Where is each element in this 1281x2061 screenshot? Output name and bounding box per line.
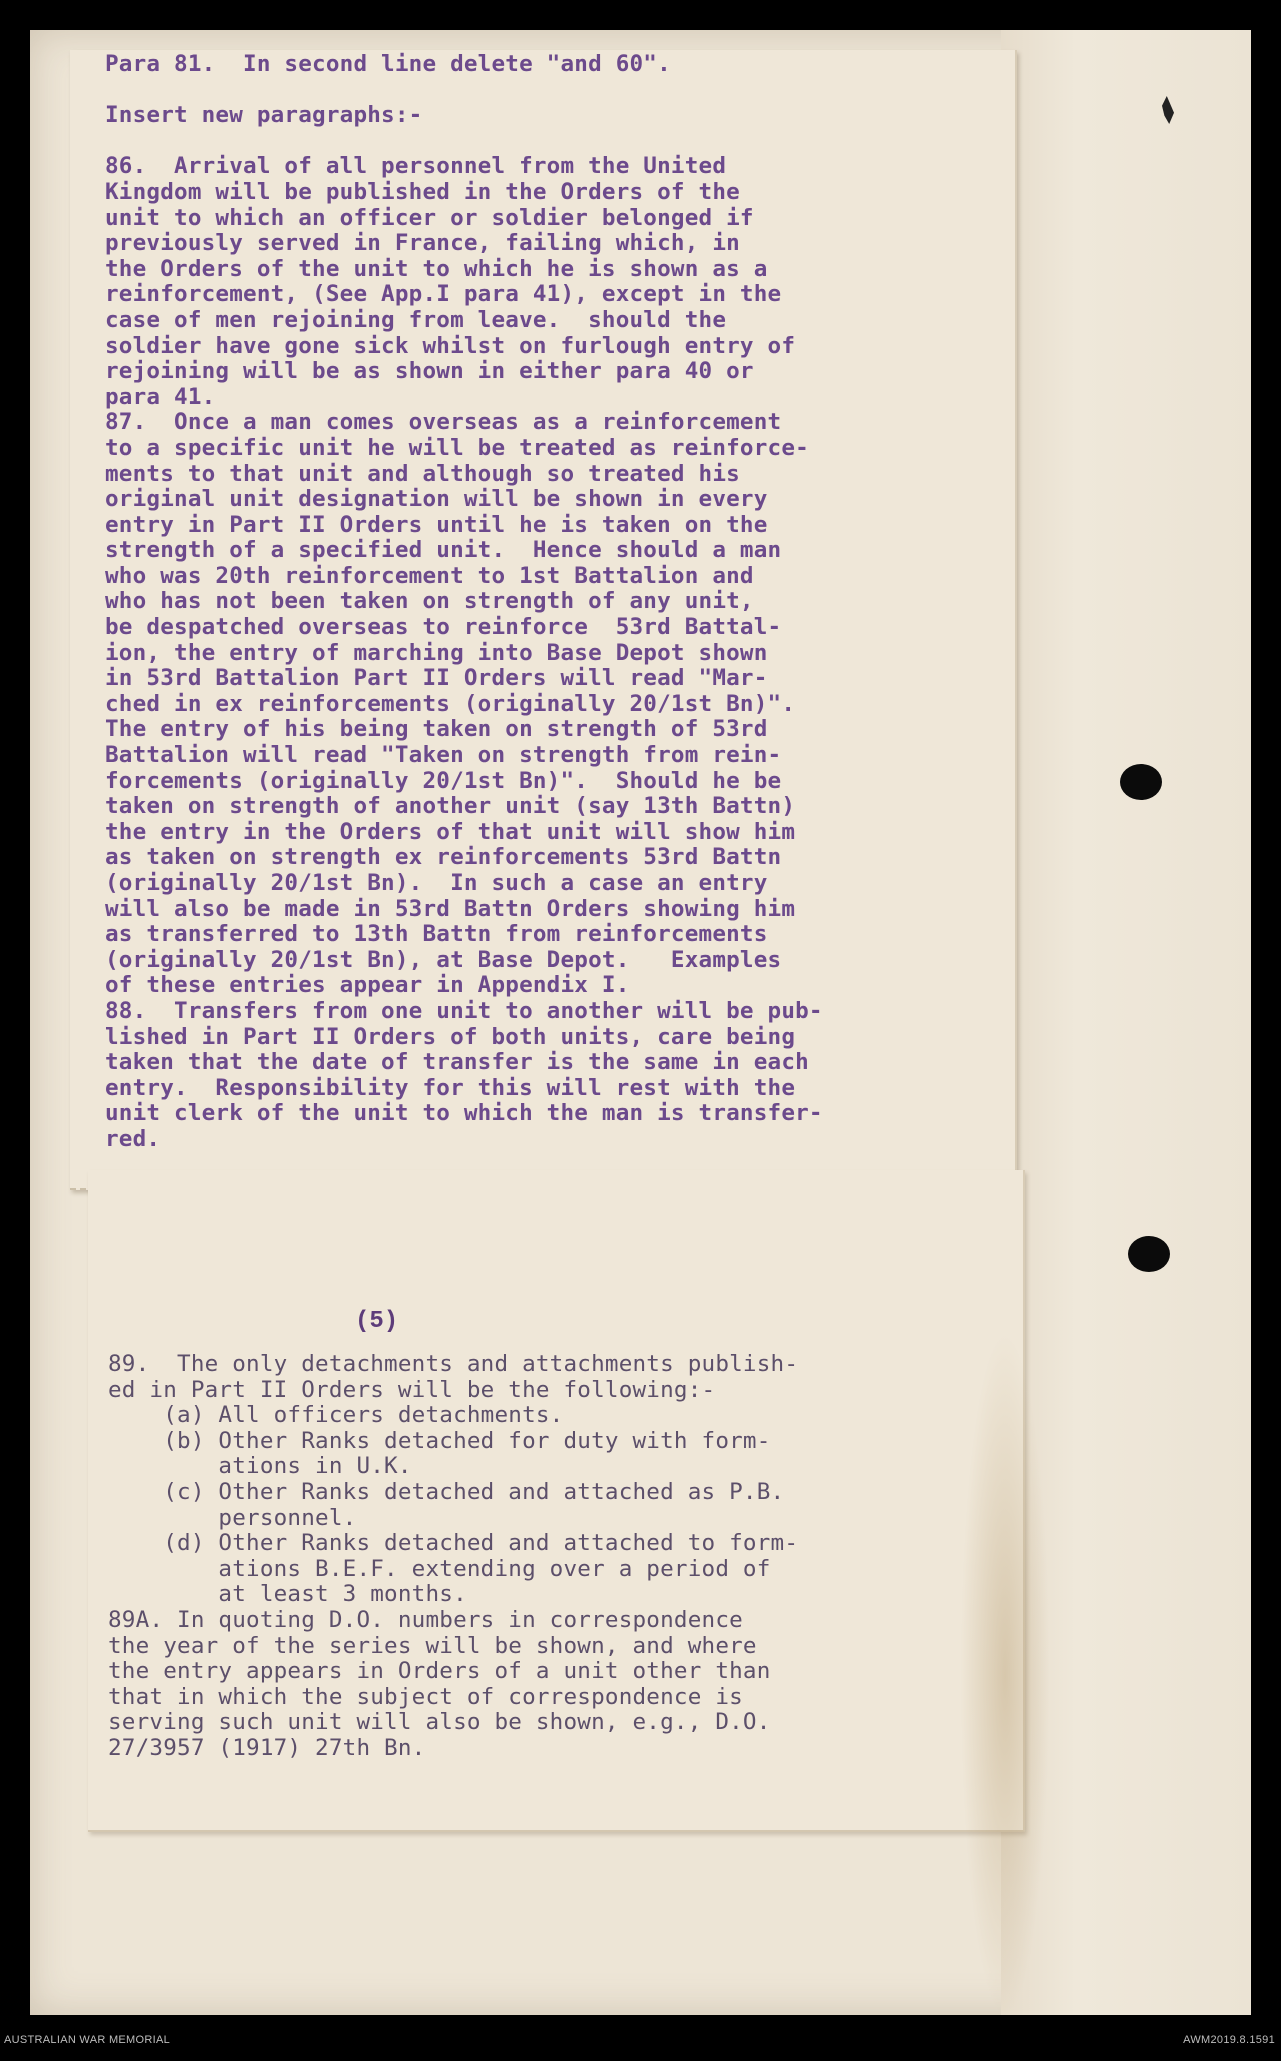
typed-line: ments to that unit and although so treated his: [105, 460, 740, 487]
typed-line: who has not been taken on strength of any unit,: [105, 588, 754, 615]
typed-line: that in which the subject of correspondence is: [108, 1683, 743, 1710]
archive-reference: AWM2019.8.1591: [1183, 2034, 1275, 2046]
punch-hole: [1128, 1236, 1170, 1272]
typed-line: (d) Other Ranks detached and attached to form-: [108, 1530, 799, 1557]
typed-line: unit clerk of the unit to which the man is transfer-: [105, 1100, 823, 1127]
typed-line: (c) Other Ranks detached and attached as P.B.: [108, 1478, 785, 1505]
typed-text-lower: [108, 1352, 798, 1762]
typed-line: (a) All officers detachments.: [108, 1402, 564, 1429]
typed-line: to a specific unit he will be treated as reinforce-: [105, 434, 809, 461]
typed-line: as taken on strength ex reinforcements 53rd Battn: [105, 844, 782, 871]
typed-line: case of men rejoining from leave. should the: [105, 306, 727, 333]
typed-line: The entry of his being taken on strength of 53rd: [105, 716, 768, 743]
typed-line: taken that the date of transfer is the same in each: [105, 1049, 809, 1076]
typed-line: who was 20th reinforcement to 1st Battalion and: [105, 562, 754, 589]
archive-credit: AUSTRALIAN WAR MEMORIAL: [4, 2034, 171, 2046]
typed-line: lished in Part II Orders of both units, care being: [105, 1023, 796, 1050]
typed-line: ed in Part II Orders will be the following:-: [108, 1376, 716, 1403]
typed-line: in 53rd Battalion Part II Orders will read "Mar-: [105, 665, 768, 692]
page-number-marker: (5): [355, 1308, 399, 1335]
typed-line: 27/3957 (1917) 27th Bn.: [108, 1734, 426, 1761]
typed-line: at least 3 months.: [108, 1581, 467, 1608]
typed-line: the year of the series will be shown, and where: [108, 1632, 757, 1659]
punch-hole: [1120, 764, 1162, 800]
typed-line: para 41.: [105, 383, 216, 410]
typed-line: personnel.: [108, 1504, 357, 1531]
typed-line: Insert new paragraphs:-: [105, 102, 423, 129]
typed-line: ion, the entry of marching into Base Depot shown: [105, 639, 768, 666]
glue-stain: [960, 1330, 1050, 2020]
typed-line: previously served in France, failing which, in: [105, 230, 740, 257]
typed-line: unit to which an officer or soldier belonged if: [105, 204, 754, 231]
typed-line: red.: [105, 1125, 161, 1152]
typed-line: forcements (originally 20/1st Bn)". Should he be: [105, 767, 782, 794]
typed-line: Kingdom will be published in the Orders of the: [105, 178, 740, 205]
typed-line: soldier have gone sick whilst on furlough entry of: [105, 332, 796, 359]
typed-line: serving such unit will also be shown, e.g., D.O.: [108, 1709, 771, 1736]
typed-line: 86. Arrival of all personnel from the United: [105, 153, 727, 180]
typed-line: the entry in the Orders of that unit will show him: [105, 818, 796, 845]
typed-line: the Orders of the unit to which he is shown as a: [105, 255, 768, 282]
typed-line: (originally 20/1st Bn). In such a case an entry: [105, 870, 768, 896]
typed-line: 88. Transfers from one unit to another will be pub-: [105, 997, 823, 1024]
typed-line: Battalion will read "Taken on strength from rein-: [105, 742, 782, 769]
typed-line: (originally 20/1st Bn), at Base Depot. Examples: [105, 946, 782, 973]
typed-line: 89A. In quoting D.O. numbers in correspondence: [108, 1606, 743, 1633]
typed-line: rejoining will be as shown in either para 40 or: [105, 358, 754, 385]
typed-line: will also be made in 53rd Battn Orders showing him: [105, 895, 796, 922]
typed-line: taken on strength of another unit (say 13th Battn): [105, 793, 796, 820]
typed-line: entry. Responsibility for this will rest with the: [105, 1074, 796, 1101]
typed-line: of these entries appear in Appendix I.: [105, 972, 630, 999]
typed-line: 89. The only detachments and attachments publish-: [108, 1351, 799, 1377]
typed-line: the entry appears in Orders of a unit other than: [108, 1658, 771, 1685]
typed-line: reinforcement, (See App.I para 41), except in the: [105, 281, 782, 308]
typed-line: ations B.E.F. extending over a period of: [108, 1555, 771, 1582]
typed-text-upper: [105, 52, 823, 1153]
typed-line: original unit designation will be shown in every: [105, 486, 768, 513]
typed-line: 87. Once a man comes overseas as a reinforcement: [105, 409, 782, 436]
typed-line: (b) Other Ranks detached for duty with form-: [108, 1427, 771, 1454]
typed-line: Para 81. In second line delete "and 60".: [105, 51, 671, 77]
typed-line: strength of a specified unit. Hence should a man: [105, 537, 782, 564]
typed-line: be despatched overseas to reinforce 53rd Battal-: [105, 614, 782, 641]
typed-line: ations in U.K.: [108, 1453, 412, 1480]
typed-line: ched in ex reinforcements (originally 20/1st Bn)".: [105, 690, 796, 717]
typed-line: entry in Part II Orders until he is taken on the: [105, 511, 768, 538]
typed-line: as transferred to 13th Battn from reinforcements: [105, 921, 768, 948]
